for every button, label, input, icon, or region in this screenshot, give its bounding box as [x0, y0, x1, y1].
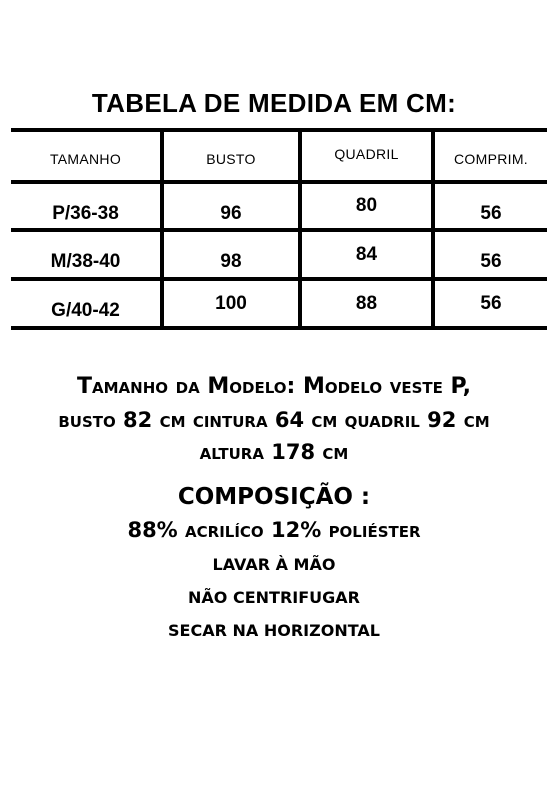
- header-tamanho: TAMANHO: [49, 151, 122, 167]
- model-height-line: altura 178 cm: [199, 440, 349, 464]
- composition-fabric: 88% acrilíco 12% poliéster: [127, 518, 421, 542]
- table-cell-busto: 98: [220, 251, 242, 272]
- table-cell-busto: 96: [220, 203, 242, 224]
- model-measures-line: busto 82 cm cintura 64 cm quadril 92 cm: [58, 408, 490, 432]
- table-cell-size: G/40-42: [51, 300, 120, 321]
- care-instruction: SECAR NA HORIZONTAL: [168, 621, 380, 640]
- table-cell-comprimento: 56: [480, 292, 502, 314]
- composition-heading: COMPOSIÇÃO :: [177, 484, 371, 510]
- size-table: [11, 128, 547, 330]
- care-instruction: LAVAR À MÃO: [212, 555, 336, 574]
- page-title: TABELA DE MEDIDA EM CM:: [91, 88, 457, 118]
- table-cell-comprimento: 56: [480, 203, 502, 224]
- model-size-line: Tamanho da Modelo: Modelo veste P,: [77, 374, 471, 399]
- table-cell-quadril: 80: [355, 195, 378, 216]
- table-cell-comprimento: 56: [480, 251, 502, 272]
- table-cell-size: P/36-38: [52, 203, 119, 224]
- header-quadril: QUADRIL: [334, 146, 399, 162]
- table-cell-busto: 100: [215, 292, 247, 314]
- header-busto: BUSTO: [206, 151, 256, 167]
- table-cell-size: M/38-40: [50, 251, 121, 272]
- table-cell-quadril: 88: [355, 292, 378, 314]
- care-instruction: NÃO CENTRIFUGAR: [188, 588, 360, 607]
- header-comprimento: COMPRIM.: [454, 151, 528, 167]
- table-cell-quadril: 84: [355, 243, 378, 265]
